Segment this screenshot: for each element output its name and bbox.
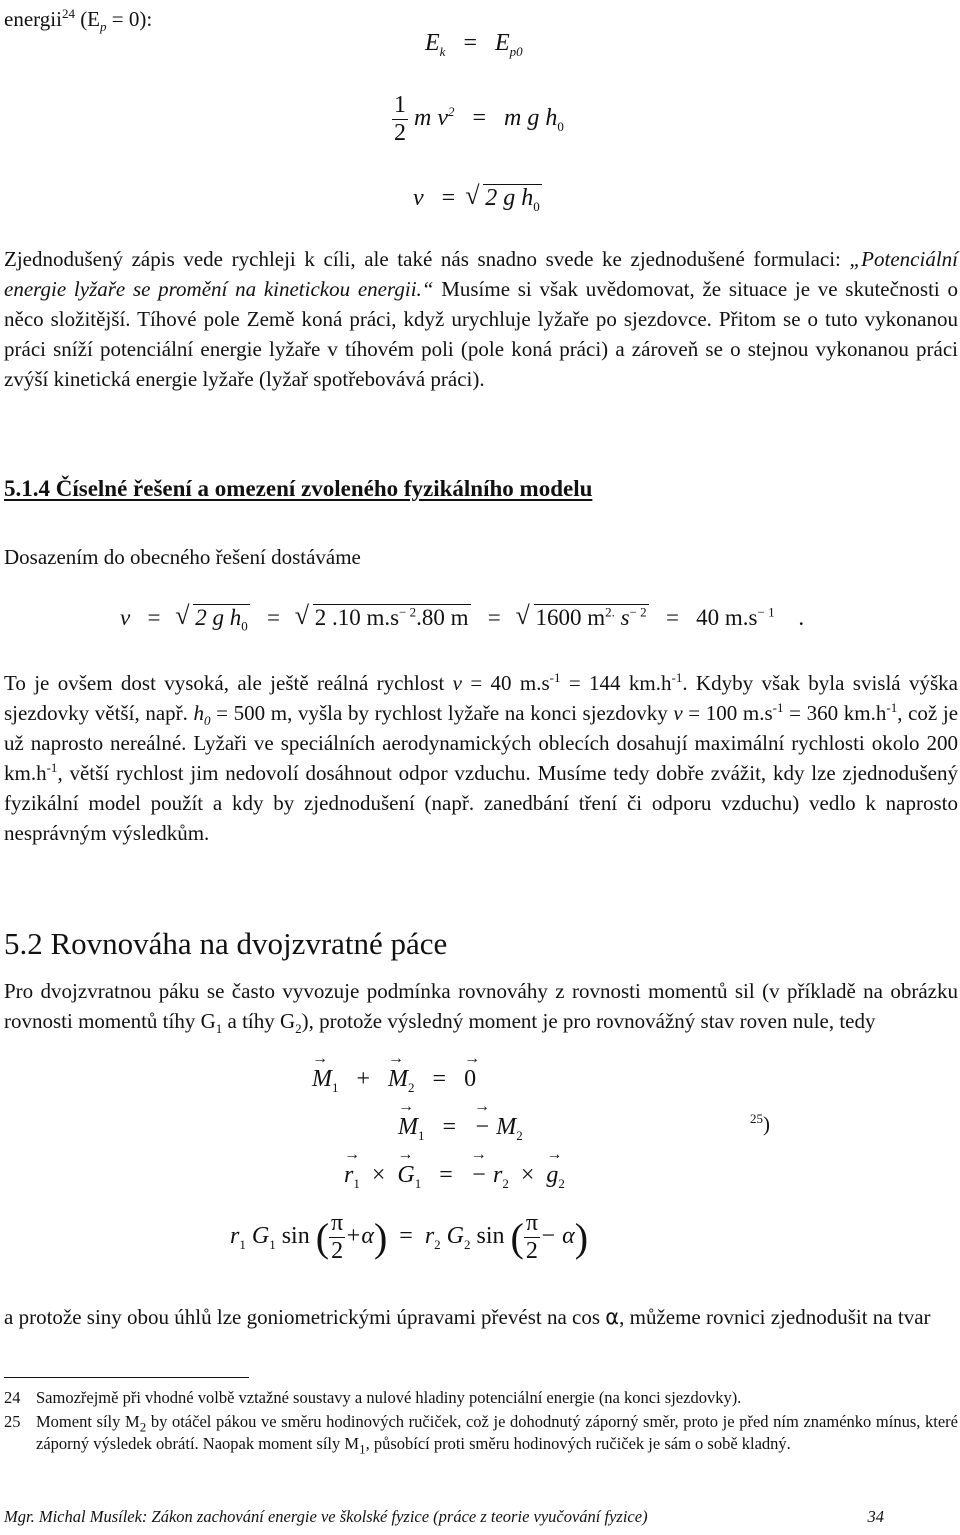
paragraph-lever — [4, 976, 958, 1036]
intro-condition: (E — [80, 7, 101, 31]
sqrt3-sup: 2. — [605, 604, 615, 620]
vec-minus-m2-sub: 2 — [516, 1127, 523, 1143]
sin-r2: r — [424, 1223, 435, 1250]
fn25-sub-b: 1 — [359, 1441, 366, 1457]
eq-sign-2: = — [442, 1114, 457, 1140]
p3-h: h — [193, 701, 205, 725]
vec-m1b: → M — [398, 1114, 418, 1141]
num-result: 40 m.s — [696, 605, 758, 630]
vec-m2: → M — [388, 1066, 408, 1093]
fn25-num: 25 — [4, 1412, 21, 1431]
num-v: v — [120, 605, 131, 630]
eq-v: v — [413, 185, 424, 211]
vec-m1: → M — [312, 1066, 332, 1093]
equation-moment-opposite — [398, 1114, 523, 1141]
section-heading-5-1-4: 5.1.4 Číselné řešení a omezení zvoleného fyzikálního modelu — [4, 476, 593, 501]
vec-zero: → 0 — [464, 1066, 476, 1093]
footnote-24 — [4, 1387, 958, 1409]
p4-b: a tíhy G — [222, 1009, 296, 1033]
vec-r1-sub: 1 — [353, 1175, 360, 1191]
page-footer — [4, 1507, 954, 1527]
p3-sup2: -1 — [671, 670, 683, 685]
sin-g2-sub: 2 — [464, 1236, 471, 1252]
vec-m1b-sub: 1 — [418, 1127, 425, 1143]
p5-a: a protože siny obou úhlů lze goniometrickými úpravami převést na cos — [4, 1305, 606, 1329]
vec-g2-sub: 2 — [558, 1175, 565, 1191]
sqrt-2gh0 — [193, 604, 250, 634]
paragraph-simplification — [4, 244, 958, 394]
fraction-half — [392, 92, 408, 147]
para1-quote: „Potenciální energie lyžaře se promění na kinetickou energii.“ — [4, 247, 958, 301]
sin-func-2: sin — [476, 1223, 505, 1250]
fn25-c: , působící proti směru hodinových ručiček je sám o sobě kladný. — [365, 1434, 791, 1453]
p4-sub2: 2 — [295, 1021, 302, 1037]
vec-r2-sub: 2 — [502, 1175, 509, 1191]
equation-moment-sum — [312, 1066, 476, 1093]
para1-text-a: Zjednodušený zápis vede rychleji k cíli, ale také nás snadno svede ke zjednodušené formulaci: — [4, 247, 850, 271]
num-result-sup: − 1 — [757, 604, 775, 620]
p3-sup5: -1 — [46, 760, 58, 775]
plus-sign: + — [356, 1066, 371, 1092]
vec-r1: → r — [344, 1162, 353, 1189]
page-number: 34 — [867, 1507, 884, 1526]
frac-pi-half-1 — [329, 1210, 345, 1265]
eq-mv: m v — [414, 105, 448, 132]
fn25-sub-a: 2 — [139, 1419, 147, 1435]
fn24-text: Samozřejmě při vhodné volbě vztažné soustavy a nulové hladiny potenciální energie (na konci sjezdovky). — [36, 1388, 742, 1407]
paragraph-substitution: Dosazením do obecného řešení dostáváme — [4, 545, 361, 569]
p3-e: = 500 m, vyšla by rychlost lyžaře na konci sjezdovky — [210, 701, 674, 725]
p5-alpha: α — [605, 1305, 620, 1329]
intro-condition-end: = 0): — [106, 7, 153, 31]
sqrt3-s-sup: − 2 — [629, 604, 647, 620]
paragraph-simplify-cos — [4, 1302, 958, 1332]
eq-sign-4: = — [399, 1223, 413, 1250]
p3-v2: v — [673, 701, 683, 725]
plus-alpha: +α — [345, 1223, 374, 1250]
sin-g1: G — [251, 1223, 270, 1250]
footnote-separator — [4, 1377, 249, 1378]
p3-sup4: -1 — [886, 700, 898, 715]
frac-two-2: 2 — [525, 1238, 538, 1264]
eq-ep-sub: p0 — [509, 43, 523, 59]
intro-condition-sub: p — [100, 19, 107, 35]
p3-v: v — [452, 671, 462, 695]
vec-g2: → g — [546, 1162, 558, 1189]
fn25-ref: 25 — [750, 1111, 763, 1126]
p3-c: = 144 km.h — [560, 671, 672, 695]
para1-text-b: Musíme si však uvědomovat, že situace je ve skutečnosti o něco složitější. Tíhové pole Země koná práci, když urychluje lyžaře po sjezdovce. Přitom se o tuto vykonanou práci sníží potenciální energie lyžaře v tíhovém poli (pole koná práci) a zároveň se o stejnou vykonanou práci zvýší kinetická energie lyžaře (lyžař spotřebovává práci). — [4, 277, 958, 391]
fn25-b: by otáčel pákou ve směru hodinových ručiček, což je dohodnutý záporný směr, proto je před ním znaménko mínus, které záporný výsledek obrátí. Naopak moment síly M — [36, 1412, 958, 1453]
p3-h-text: , což je už naprosto nereálné. Lyžaři ve speciálních aerodynamických oblecích dosahují maximální rychlosti okolo 200 km.h — [4, 701, 959, 785]
frac-denominator: 2 — [394, 120, 406, 146]
vec-minus-m2: → − M — [474, 1114, 516, 1141]
equation-numeric: v = √ 2 g $h_0$ = √ 2 .10 $m.s^{- 2}.80$ m = √ 1600 $m^{2.}$ $s^{- 2} = 40$ $m.s^{- 1}$ . — [120, 604, 804, 631]
p5-b: , můžeme rovnici zjednodušit na tvar — [619, 1305, 931, 1329]
p3-g: = 360 km.h — [783, 701, 887, 725]
sin-r1: r — [230, 1223, 240, 1250]
p3-sup3: -1 — [772, 700, 784, 715]
p4-a: Pro dvojzvratnou páku se často vyvozuje podmínka rovnováhy z rovnosti momentů sil (v příkladě na obrázku rovnosti momentů tíhy G — [4, 979, 958, 1033]
eq-ek: E — [425, 30, 440, 56]
fn25-a: Moment síly M — [36, 1412, 140, 1431]
sqrt-1600 — [534, 604, 649, 631]
frac-pi-half-2 — [524, 1210, 540, 1265]
frac-two-1: 2 — [331, 1238, 344, 1264]
sin-g1-sub: 1 — [269, 1236, 276, 1252]
frac-pi-2: π — [525, 1210, 538, 1236]
frac-pi-1: π — [331, 1210, 344, 1236]
sqrt-2gh — [483, 184, 542, 212]
paragraph-realistic-speed — [4, 668, 958, 848]
section-heading-5-2: 5.2 Rovnováha na dvojzvratné páce — [4, 926, 448, 961]
eq-ek-sub: k — [439, 43, 446, 59]
eq-mgh-sub: 0 — [557, 118, 564, 134]
sin-r1-sub: 1 — [239, 1236, 246, 1252]
sqrt-sub: 0 — [533, 198, 540, 214]
fn25-text — [36, 1411, 958, 1455]
p3-b: = 40 m.s — [462, 671, 550, 695]
eq-ep: E — [495, 30, 510, 56]
p3-i: , větší rychlost jim nedovolí dosáhnout odpor vzduchu. Musíme tedy dobře zvážit, kdy lze zjednodušený fyzikální model použít a kdy by zjednodušení (např. zanedbání tření či odporu vzduchu) vedlo k naprosto nesprávným výsledkům. — [4, 761, 958, 845]
num-end: . — [798, 605, 805, 630]
vec-g1-sub: 1 — [414, 1175, 422, 1191]
equation-cross-product: → $r_1$ × → $G_1$ = → − $r_2$ × → $g_2$ — [344, 1162, 565, 1189]
sqrt-content: 2 g h — [485, 185, 534, 211]
footer-text: Mgr. Michal Musílek: Zákon zachování energie ve školské fyzice (práce z teorie vyučování fyzice) — [4, 1507, 648, 1526]
equation-energy: $E_k = E_{p0}$ — [425, 30, 523, 59]
sqrt2-content: 2 .10 m.s — [314, 605, 400, 630]
sin-g2: G — [446, 1223, 465, 1250]
eq-sign-1: = — [432, 1066, 447, 1092]
p3-f: = 100 m.s — [682, 701, 773, 725]
equation-kinetic: $\frac{1}{2}$ m $v^2 = m$ g $h_0$ — [394, 92, 564, 146]
equation-sine-form: $r_1$ $G_1$ sin ( $\frac{\pi}{2}$ $+\alpha) = r_2$ $G_2$ sin ( $\frac{\pi}{2}$ − α) — [230, 1210, 589, 1264]
eq-sign-3: = — [439, 1162, 453, 1188]
p4-sub1: 1 — [215, 1021, 223, 1037]
minus-alpha: − α — [539, 1223, 575, 1250]
fn25-paren: ) — [763, 1112, 770, 1136]
sqrt2-sup: − 2 — [399, 604, 417, 620]
vec-m1-sub: 1 — [332, 1079, 339, 1095]
vec-g1: → G — [397, 1162, 414, 1189]
sqrt3-content: 1600 m — [535, 605, 606, 630]
sqrt-numeric — [313, 604, 471, 631]
p4-c: ), protože výsledný moment je pro rovnovážný stav roven nule, tedy — [301, 1009, 876, 1033]
sin-func-1: sin — [281, 1223, 310, 1250]
sin-r2-sub: 2 — [434, 1236, 441, 1252]
eq-mgh: m g h — [504, 105, 558, 132]
p3-d: . Kdyby však byla svislá výška sjezdovky větší, např. — [4, 671, 958, 725]
p3-sup1: -1 — [549, 670, 561, 685]
p3-a: To je ovšem dost vysoká, ale ještě reálná rychlost — [4, 671, 453, 695]
p3-h-sub: 0 — [204, 713, 211, 729]
sqrt1-sub: 0 — [241, 618, 248, 634]
intro-text: energii — [4, 7, 62, 31]
sqrt3-s: s — [614, 605, 630, 630]
vec-minus-r2: → − r — [471, 1162, 503, 1189]
sqrt1-content: 2 g h — [195, 605, 242, 630]
sqrt2-tail: .80 m — [416, 605, 469, 630]
frac-numerator: 1 — [394, 92, 406, 118]
equation-velocity: v = √ 2 g $h_0$ — [413, 184, 542, 212]
footnote-25 — [4, 1411, 958, 1455]
eq-mv-sup: 2 — [447, 104, 455, 120]
vec-m2-sub: 2 — [408, 1079, 415, 1095]
fn24-num: 24 — [4, 1388, 21, 1407]
footnote-ref-24[interactable]: 24 — [61, 6, 75, 21]
footnote-marker-25[interactable] — [750, 1112, 770, 1137]
